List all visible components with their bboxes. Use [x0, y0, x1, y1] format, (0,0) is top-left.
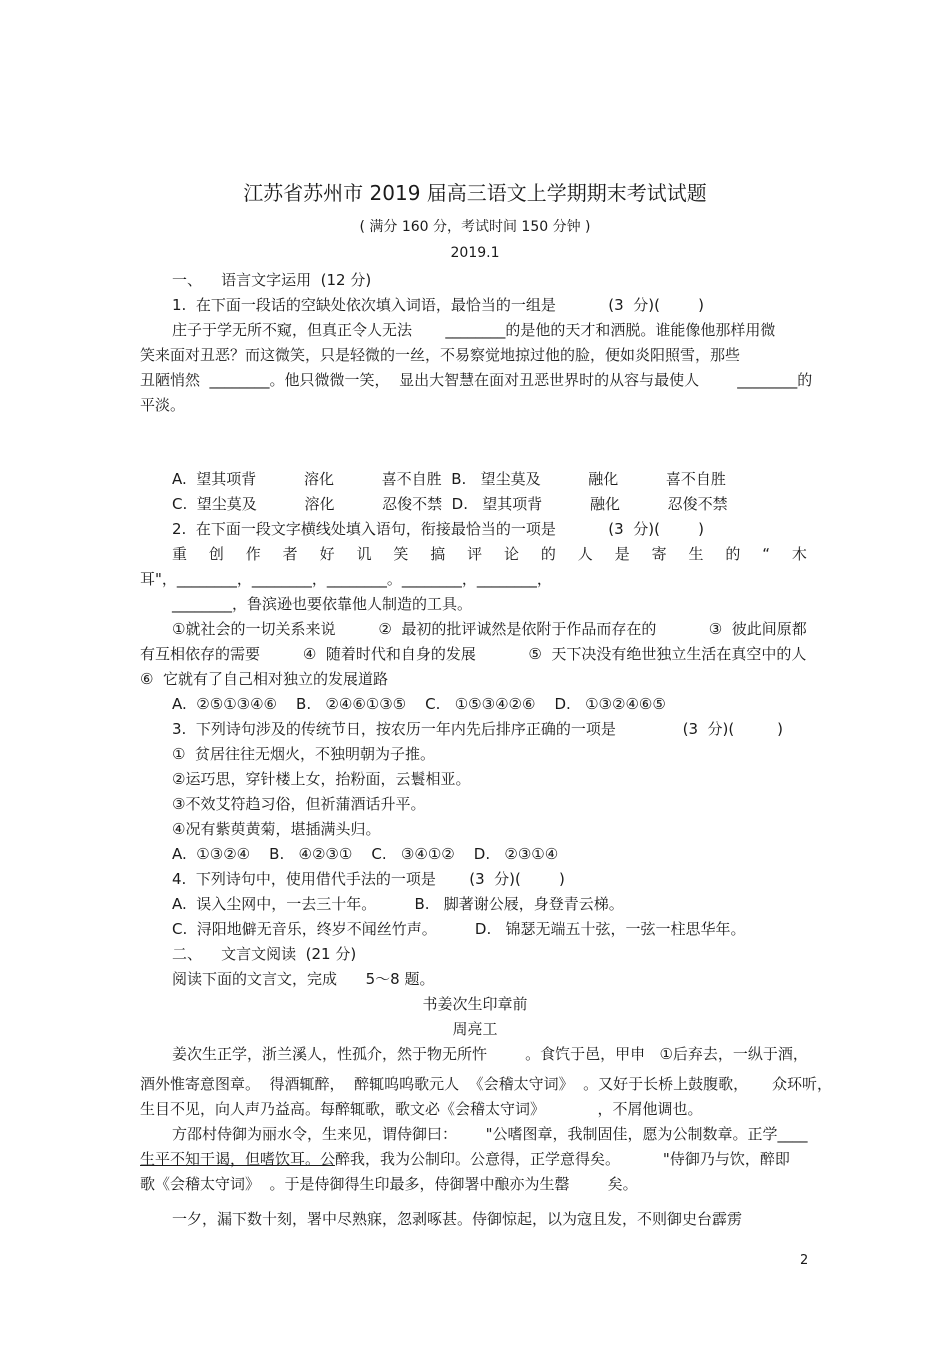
text-line: ⑥ 它就有了自己相对独立的发展道路: [140, 670, 388, 688]
underlined-sentence: 生平不知干谒，但嗜饮耳。公: [140, 1150, 336, 1168]
text-line: A. 望其项背 溶化 喜不自胜 B. 望尘莫及 融化 喜不自胜: [172, 470, 726, 488]
justified-char: 好: [319, 545, 335, 563]
text-line: 庄子于学无所不窥，但真正令人无法 ________的是他的天才和洒脱。谁能像他那样用微: [172, 321, 776, 339]
text-line: ④况有紫萸黄菊，堪插满头归。: [172, 820, 381, 838]
text-line: 2. 在下面一段文字横线处填入语句，衔接最恰当的一项是 (3 分)( ): [172, 520, 704, 538]
exam-date: 2019.1: [450, 245, 500, 261]
text-line: 1. 在下面一段话的空缺处依次填入词语，最恰当的一组是 (3 分)( ): [172, 296, 704, 314]
justified-char: 者: [282, 545, 298, 563]
text-line: ②运巧思，穿针楼上女，抬粉面，云鬟相亚。: [172, 770, 471, 788]
text-line: 生目不见，向人声乃益高。每醉辄歌，歌文必《会稽太守词》 ，不屑他调也。: [140, 1100, 703, 1118]
text-line: 一夕，漏下数十刻，署中尽熟寐，忽剥啄甚。侍御惊起，以为寇且发，不则御史台霹雳: [172, 1210, 743, 1228]
text-line: ③不效艾符趋习俗，但祈蒲酒话升平。: [172, 795, 426, 813]
text-line: 3. 下列诗句涉及的传统节日，按农历一年内先后排序正确的一项是 (3 分)( ): [172, 720, 784, 738]
text-line: C. 浔阳地僻无音乐，终岁不闻丝竹声。 D. 锦瑟无端五十弦，一弦一柱思华年。: [172, 920, 746, 938]
text-line: 平淡。: [140, 396, 186, 414]
page-subtitle: ( 满分 160 分，考试时间 150 分钟 ): [359, 219, 591, 235]
passage-line-rest: 醉我，我为公制印。公意得，正学意得矣。 "侍御乃与饮，醉即: [335, 1150, 790, 1168]
text-line: 笑来面对丑恶？而这微笑，只是轻微的一丝，不易察觉地掠过他的脸，便如炎阳照雪，那些: [140, 346, 741, 364]
justified-char: 评: [467, 545, 483, 563]
text-line: A. 误入尘网中，一去三十年。 B. 脚著谢公屐，身登青云梯。: [172, 895, 624, 913]
justified-char: 的: [725, 545, 741, 563]
justified-char: 创: [208, 545, 224, 563]
text-line: 有互相依存的需要 ④ 随着时代和自身的发展 ⑤ 天下决没有绝世独立生活在真空中的人: [140, 645, 807, 663]
justified-char: 生: [688, 545, 704, 563]
text-line: 二、 文言文阅读 (21 分): [172, 945, 357, 963]
text-line: ________，鲁滨逊也要依靠他人制造的工具。: [172, 595, 473, 613]
justified-char: 论: [504, 545, 520, 563]
passage-author: 周亮工: [452, 1020, 498, 1038]
text-line: 耳"，________，________，________。________，________，: [140, 570, 552, 588]
text-line: 4. 下列诗句中，使用借代手法的一项是 (3 分)( ): [172, 870, 565, 888]
text-line: 一、 语言文字运用 (12 分): [172, 271, 372, 289]
text-line: ①就社会的一切关系来说 ② 最初的批评诚然是依附于作品而存在的 ③ 彼此间原都: [172, 620, 807, 638]
text-line: A. ②⑤①③④⑥ B. ②④⑥①③⑤ C. ①⑤③④②⑥ D. ①③②④⑥⑤: [172, 695, 666, 713]
page-number: 2: [800, 1253, 809, 1268]
text-line: 酒外惟寄意图章。 得酒辄醉， 醉辄呜呜歌元人 《会稽太守词》 。又好于长桥上鼓腹歌， 众环听，: [140, 1075, 832, 1093]
justified-char: 是: [614, 545, 630, 563]
q2-passage-line: [172, 544, 807, 564]
text-line: 阅读下面的文言文，完成 5～8 题。: [172, 970, 435, 988]
justified-char: 讥: [356, 545, 372, 563]
text-line: ① 贫居往往无烟火，不独明朝为子推。: [172, 745, 435, 763]
justified-char: 作: [245, 545, 261, 563]
justified-char: 木: [791, 545, 807, 563]
justified-char: “: [762, 545, 771, 563]
justified-char: 笑: [393, 545, 409, 563]
text-line: 丑陋悄然 ________。他只微微一笑， 显出大智慧在面对丑恶世界时的从容与最使人 ________的: [140, 371, 813, 389]
justified-char: 寄: [651, 545, 667, 563]
justified-char: 搞: [430, 545, 446, 563]
justified-char: 重: [172, 545, 188, 563]
text-line: A. ①③②④ B. ④②③① C. ③④①② D. ②③①④: [172, 845, 559, 863]
justified-char: 人: [577, 545, 593, 563]
text-line: 姜次生正学，浙兰溪人，性孤介，然于物无所忤 。食饩于邑，甲申 ①后弃去，一纵于酒，: [172, 1045, 808, 1063]
passage-line: [140, 1149, 790, 1169]
text-line: 歌《会稽太守词》 。于是侍御得生印最多，侍御署中酿亦为生罄 矣。: [140, 1175, 638, 1193]
text-line: C. 望尘莫及 溶化 忍俊不禁 D. 望其项背 融化 忍俊不禁: [172, 495, 728, 513]
passage-title: 书姜次生印章前: [422, 995, 528, 1013]
justified-char: 的: [540, 545, 556, 563]
text-line: 方邵村侍御为丽水令，生来见，谓侍御曰： "公嗜图章，我制固佳，愿为公制数章。正学____: [172, 1125, 808, 1143]
page-title: 江苏省苏州市 2019 届高三语文上学期期末考试试题: [243, 181, 707, 205]
